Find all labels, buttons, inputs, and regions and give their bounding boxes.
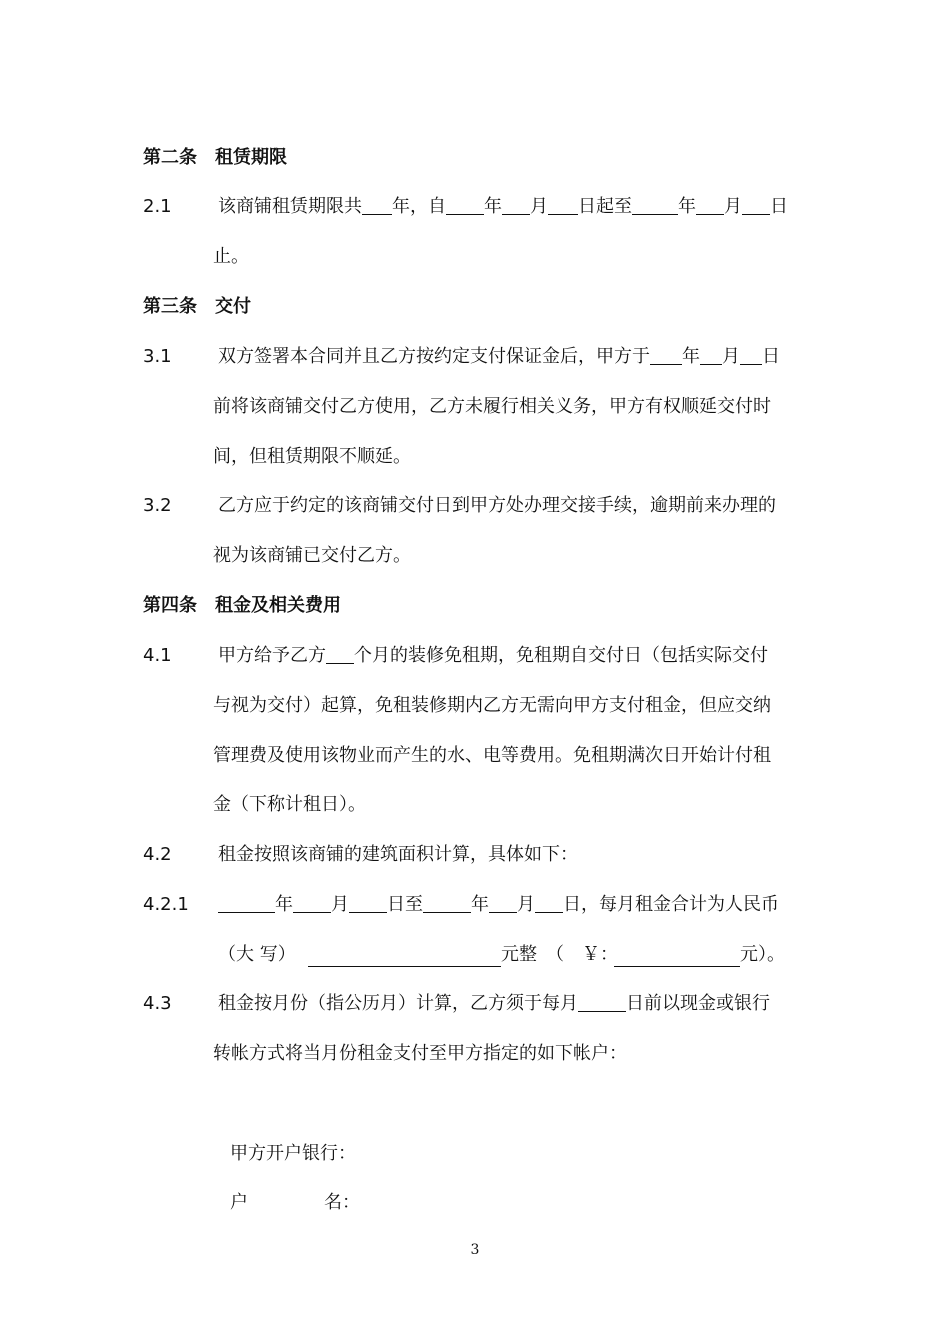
text-fragment: 双方签署本合同并且乙方按约定支付保证金后，甲方于	[218, 346, 650, 367]
text-fragment: 甲方给予乙方	[218, 645, 326, 666]
clause-number: 4.2	[143, 844, 172, 865]
text-fragment: 日	[762, 346, 780, 367]
article-3-heading: 第三条 交付	[143, 296, 251, 317]
article-4-heading: 第四条 租金及相关费用	[143, 595, 341, 616]
page-number: 3	[470, 1242, 480, 1258]
clause-number: 3.1	[143, 346, 172, 367]
text-fragment: 年	[471, 894, 489, 915]
clause-number: 3.2	[143, 495, 172, 516]
text-fragment: 年，自	[392, 196, 446, 217]
text-fragment: 元整 （ ￥：	[501, 944, 618, 965]
clause-4-1-line-3: 管理费及使用该物业而产生的水、电等费用。免租期满次日开始计付租	[213, 745, 771, 766]
fill-blank[interactable]	[423, 890, 471, 913]
text-fragment: 年	[678, 196, 696, 217]
text-fragment: 日至	[387, 894, 423, 915]
text-fragment: 月	[331, 894, 349, 915]
text-fragment: 元）。	[740, 944, 785, 965]
clause-number: 4.1	[143, 645, 172, 666]
clause-number: 4.3	[143, 993, 172, 1014]
fill-blank[interactable]	[742, 192, 770, 215]
fill-blank[interactable]	[632, 192, 678, 215]
text-fragment: 年	[484, 196, 502, 217]
text-fragment: 租金按月份（指公历月）计算，乙方须于每月	[218, 993, 578, 1014]
text-fragment: 月	[517, 894, 535, 915]
clause-number: 2.1	[143, 196, 172, 217]
clause-text	[218, 342, 780, 372]
fill-blank[interactable]	[614, 944, 740, 967]
fill-blank[interactable]	[548, 192, 578, 215]
bank-label: 甲方开户银行：	[230, 1143, 356, 1164]
text-fragment: 日起至	[578, 196, 632, 217]
text-fragment: 月	[530, 196, 548, 217]
text-fragment: 月	[722, 346, 740, 367]
fill-blank[interactable]	[650, 342, 682, 365]
text-fragment: 月	[724, 196, 742, 217]
fill-blank[interactable]	[326, 641, 354, 664]
text-fragment: 日，每月租金合计为人民币	[563, 894, 779, 915]
clause-3-2-line-2: 视为该商铺已交付乙方。	[213, 545, 411, 566]
text-fragment: 日前以现金或银行	[626, 993, 770, 1014]
fill-blank[interactable]	[293, 890, 331, 913]
text-fragment: 个月的装修免租期，免租期自交付日（包括实际交付	[354, 645, 768, 666]
fill-blank[interactable]	[349, 890, 387, 913]
clause-text	[218, 641, 768, 671]
fill-blank[interactable]	[696, 192, 724, 215]
fill-blank[interactable]	[489, 890, 517, 913]
clause-4-1-line-2: 与视为交付）起算，免租装修期内乙方无需向甲方支付租金，但应交纳	[213, 695, 771, 716]
fill-blank[interactable]	[446, 192, 484, 215]
fill-blank[interactable]	[218, 890, 275, 913]
text-fragment: 年	[682, 346, 700, 367]
fill-blank[interactable]	[740, 342, 762, 365]
clause-4-3-line-2: 转帐方式将当月份租金支付至甲方指定的如下帐户：	[213, 1043, 627, 1064]
clause-3-1-line-3: 间，但租赁期限不顺延。	[213, 446, 411, 467]
clause-number: 4.2.1	[143, 894, 189, 915]
fill-blank[interactable]	[308, 944, 501, 967]
clause-text	[218, 890, 779, 920]
clause-3-1-line-2: 前将该商铺交付乙方使用，乙方未履行相关义务，甲方有权顺延交付时	[213, 396, 771, 417]
text-fragment: 年	[275, 894, 293, 915]
clause-4-1-line-4: 金（下称计租日）。	[213, 794, 366, 815]
text-fragment: 该商铺租赁期限共	[218, 196, 362, 217]
clause-text: 租金按照该商铺的建筑面积计算，具体如下：	[218, 844, 578, 865]
text-fragment: （大 写）	[218, 944, 296, 965]
article-2-heading: 第二条 租赁期限	[143, 147, 287, 168]
fill-blank[interactable]	[502, 192, 530, 215]
clause-2-1-line-2: 止。	[213, 246, 249, 267]
fill-blank[interactable]	[535, 890, 563, 913]
clause-text	[218, 989, 770, 1019]
clause-text: 乙方应于约定的该商铺交付日到甲方处办理交接手续，逾期前来办理的	[218, 495, 776, 516]
fill-blank[interactable]	[700, 342, 722, 365]
fill-blank[interactable]	[578, 989, 626, 1012]
account-name-label-part1: 户	[230, 1192, 248, 1213]
account-name-label-part2: 名：	[324, 1192, 360, 1213]
text-fragment: 日	[770, 196, 788, 217]
fill-blank[interactable]	[362, 192, 392, 215]
clause-text	[218, 192, 788, 222]
